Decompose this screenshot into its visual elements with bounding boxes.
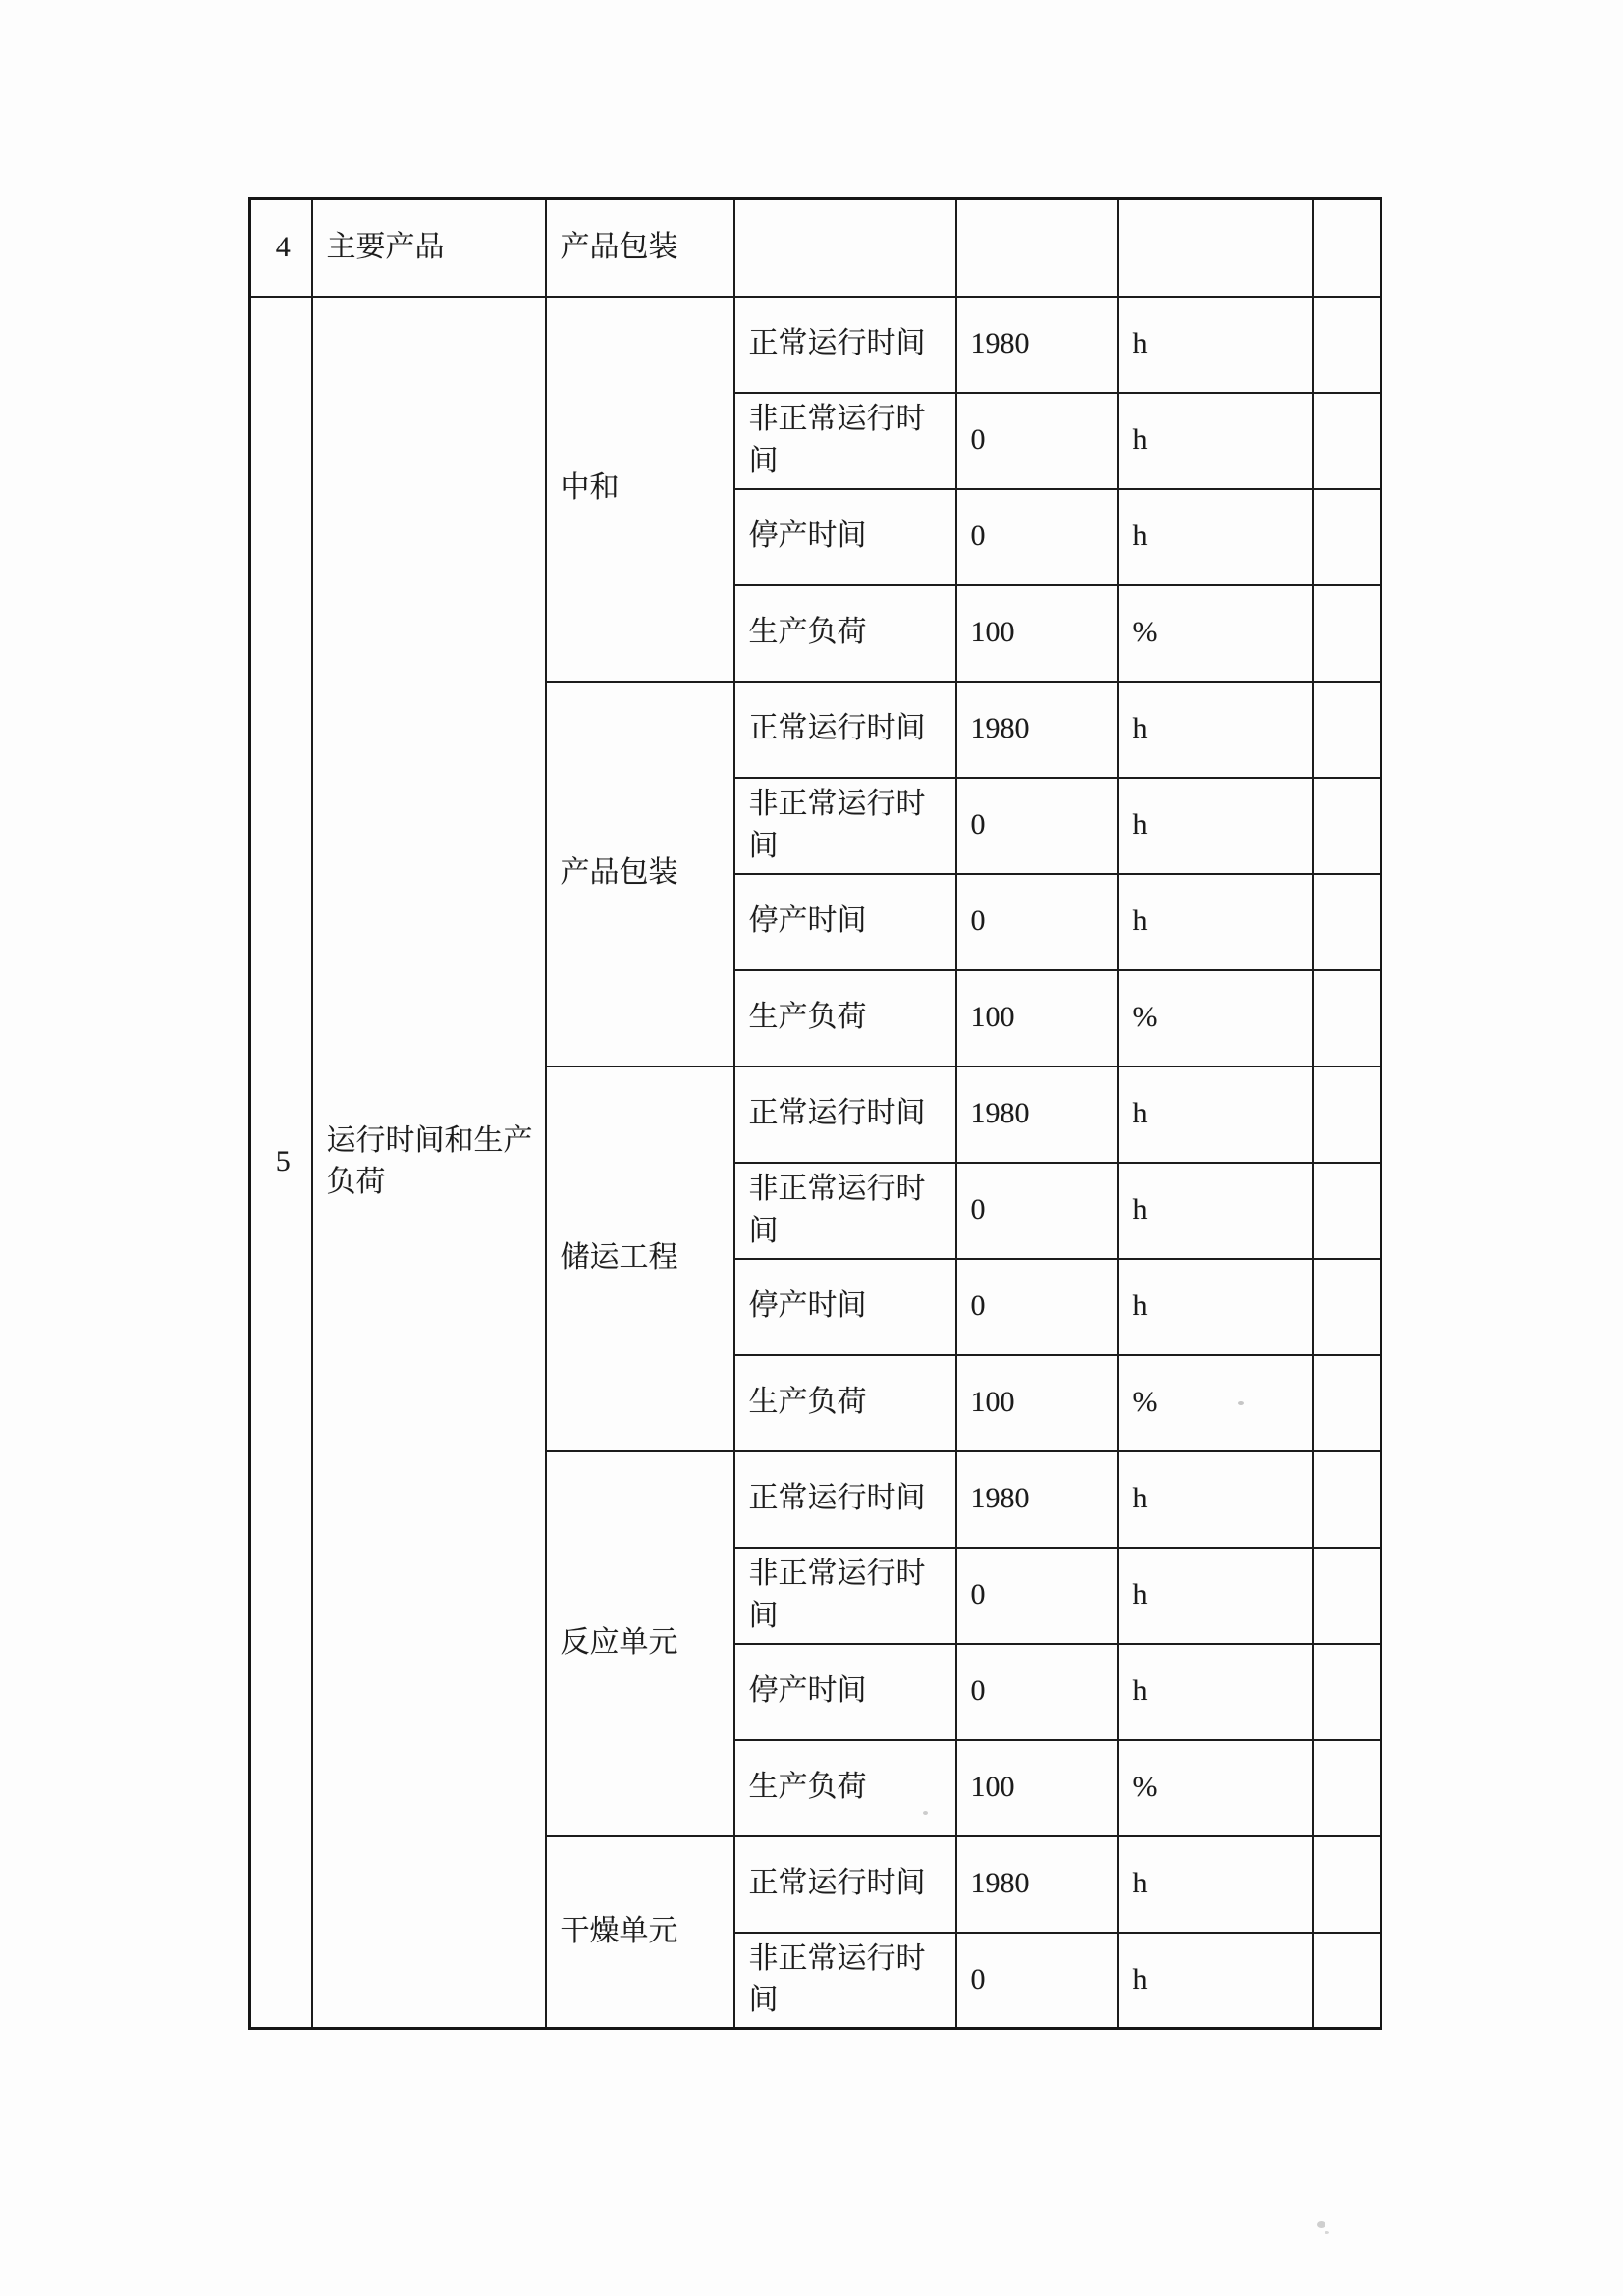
cell-unit: % <box>1118 970 1313 1066</box>
table-row-main-product <box>250 199 1381 297</box>
cell-value: 1980 <box>956 297 1118 393</box>
cell-extra <box>1313 297 1381 393</box>
cell-unit: h <box>1118 874 1313 970</box>
cell-value: 1980 <box>956 1066 1118 1163</box>
cell-item: 非正常运行时间 <box>734 778 956 874</box>
cell-extra <box>1313 1259 1381 1355</box>
cell-extra <box>1313 682 1381 778</box>
cell-extra <box>1313 970 1381 1066</box>
cell-unit: h <box>1118 1548 1313 1644</box>
table-body <box>250 199 1381 2029</box>
cell-value: 1980 <box>956 682 1118 778</box>
cell-extra <box>1313 393 1381 489</box>
cell-item: 生产负荷 <box>734 1355 956 1451</box>
cell-unit-group-name: 产品包装 <box>546 682 734 1066</box>
cell-unit <box>1118 199 1313 297</box>
scan-speck <box>1317 2221 1325 2228</box>
cell-extra <box>1313 489 1381 585</box>
cell-item: 生产负荷 <box>734 585 956 682</box>
cell-unit: h <box>1118 1933 1313 2029</box>
cell-unit: % <box>1118 585 1313 682</box>
cell-item: 非正常运行时间 <box>734 1548 956 1644</box>
cell-value: 0 <box>956 1163 1118 1259</box>
table-row <box>250 297 1381 393</box>
cell-item: 正常运行时间 <box>734 1836 956 1933</box>
cell-value: 100 <box>956 1355 1118 1451</box>
cell-unit: h <box>1118 682 1313 778</box>
cell-unit: h <box>1118 1836 1313 1933</box>
cell-unit: % <box>1118 1355 1313 1451</box>
cell-item: 生产负荷 <box>734 970 956 1066</box>
cell-value: 1980 <box>956 1836 1118 1933</box>
cell-extra <box>1313 1451 1381 1548</box>
cell-item: 正常运行时间 <box>734 1066 956 1163</box>
cell-extra <box>1313 778 1381 874</box>
cell-unit-group-name: 中和 <box>546 297 734 682</box>
cell-extra <box>1313 585 1381 682</box>
cell-value: 100 <box>956 585 1118 682</box>
cell-unit: h <box>1118 1259 1313 1355</box>
cell-value: 100 <box>956 1740 1118 1836</box>
cell-unit: h <box>1118 489 1313 585</box>
cell-item: 停产时间 <box>734 874 956 970</box>
cell-row-number: 5 <box>250 297 312 2029</box>
cell-value: 100 <box>956 970 1118 1066</box>
cell-unit: h <box>1118 778 1313 874</box>
cell-value: 0 <box>956 1548 1118 1644</box>
cell-item <box>734 199 956 297</box>
cell-extra <box>1313 1836 1381 1933</box>
cell-unit: h <box>1118 1451 1313 1548</box>
cell-extra <box>1313 1548 1381 1644</box>
cell-item: 正常运行时间 <box>734 1451 956 1548</box>
cell-item: 非正常运行时间 <box>734 1163 956 1259</box>
cell-category-label: 运行时间和生产负荷 <box>312 297 546 2029</box>
cell-unit: h <box>1118 393 1313 489</box>
cell-item: 停产时间 <box>734 1259 956 1355</box>
cell-value: 0 <box>956 393 1118 489</box>
cell-item: 正常运行时间 <box>734 297 956 393</box>
cell-extra <box>1313 1644 1381 1740</box>
cell-extra <box>1313 199 1381 297</box>
cell-item: 非正常运行时间 <box>734 1933 956 2029</box>
cell-item: 正常运行时间 <box>734 682 956 778</box>
cell-value <box>956 199 1118 297</box>
cell-unit: h <box>1118 1066 1313 1163</box>
cell-item: 生产负荷 <box>734 1740 956 1836</box>
cell-unit: h <box>1118 1644 1313 1740</box>
cell-value: 1980 <box>956 1451 1118 1548</box>
cell-unit: % <box>1118 1740 1313 1836</box>
cell-row-number: 4 <box>250 199 312 297</box>
cell-value: 0 <box>956 1644 1118 1740</box>
cell-unit-group-name: 反应单元 <box>546 1451 734 1836</box>
cell-extra <box>1313 1933 1381 2029</box>
cell-unit: h <box>1118 297 1313 393</box>
cell-item: 非正常运行时间 <box>734 393 956 489</box>
cell-value: 0 <box>956 1933 1118 2029</box>
production-load-table <box>248 197 1382 2030</box>
cell-unit-group-name: 干燥单元 <box>546 1836 734 2029</box>
cell-unit: h <box>1118 1163 1313 1259</box>
cell-extra <box>1313 1740 1381 1836</box>
cell-extra <box>1313 1355 1381 1451</box>
cell-value: 0 <box>956 778 1118 874</box>
cell-value: 0 <box>956 874 1118 970</box>
cell-extra <box>1313 874 1381 970</box>
cell-item: 停产时间 <box>734 489 956 585</box>
cell-extra <box>1313 1066 1381 1163</box>
cell-item: 停产时间 <box>734 1644 956 1740</box>
cell-unit-group-name: 储运工程 <box>546 1066 734 1451</box>
cell-value: 0 <box>956 1259 1118 1355</box>
cell-category-label: 主要产品 <box>312 199 546 297</box>
cell-extra <box>1313 1163 1381 1259</box>
cell-category-value: 产品包装 <box>546 199 734 297</box>
cell-value: 0 <box>956 489 1118 585</box>
